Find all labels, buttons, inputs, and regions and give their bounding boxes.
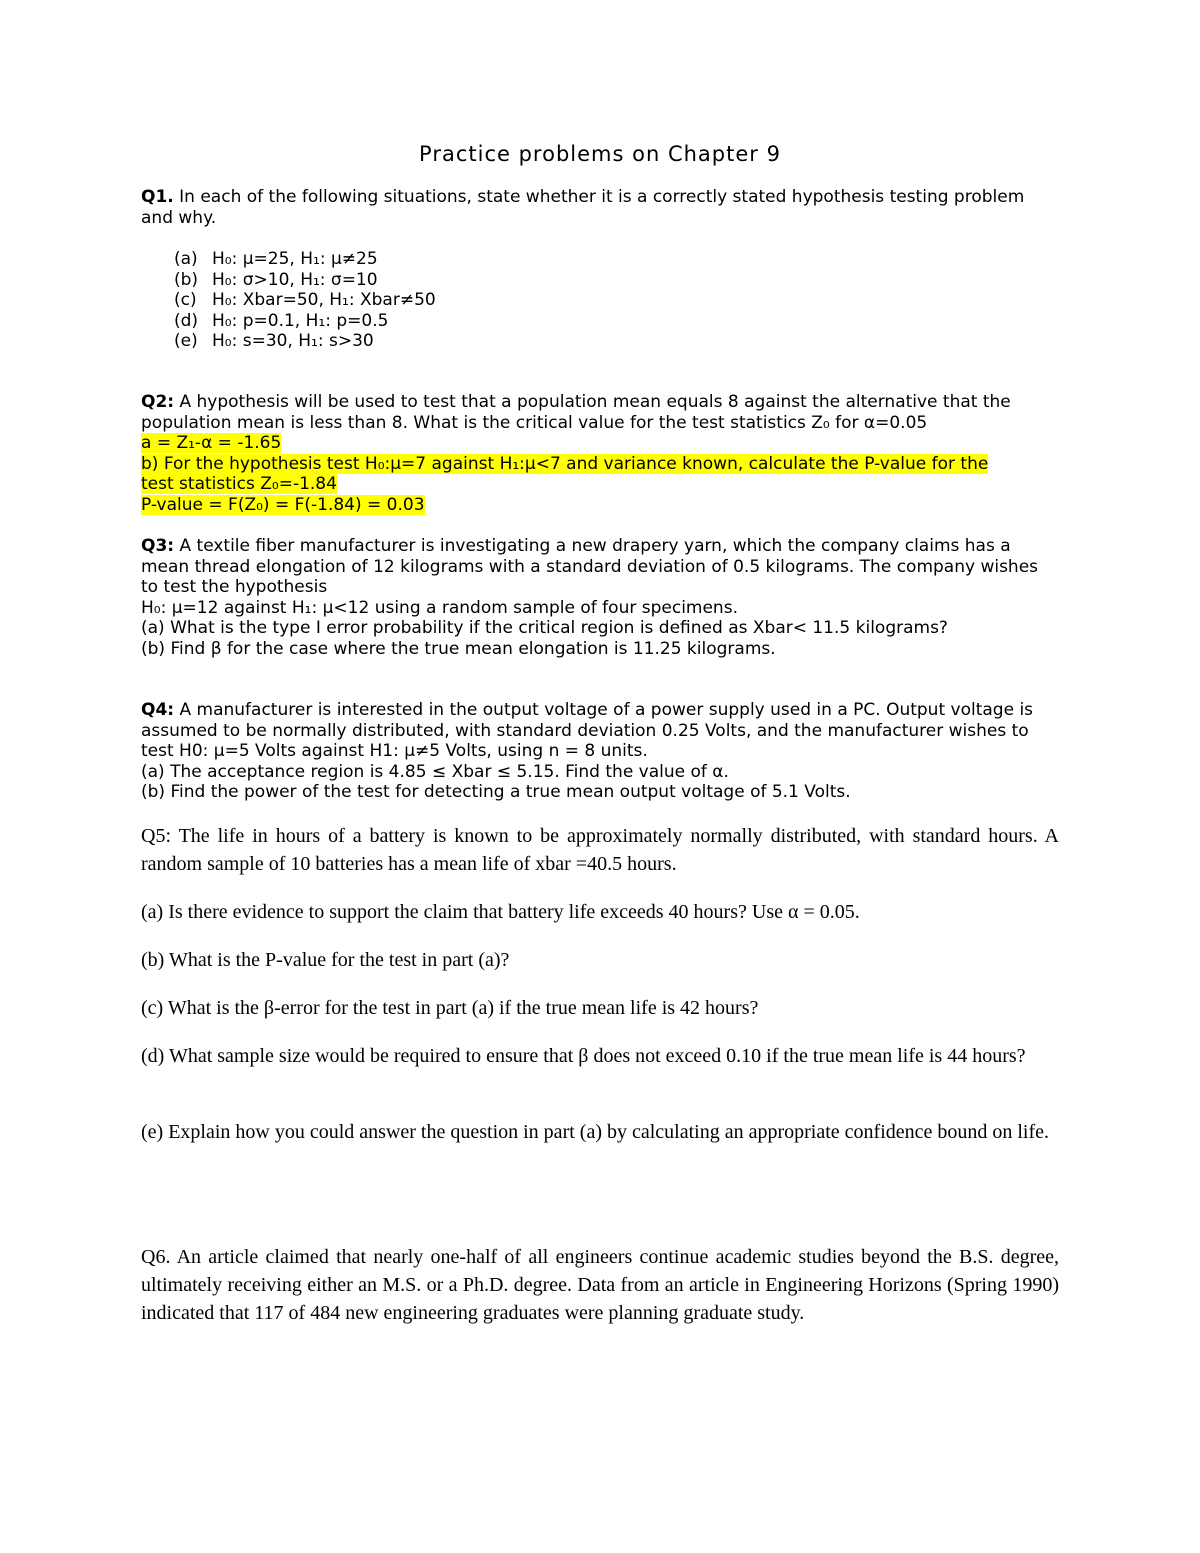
option-e: (e) H₀: s=30, H₁: s>30: [174, 331, 374, 351]
question-5-part-e: (e) Explain how you could answer the question in part (a) by calculating an appropriate confidence bound on life.: [141, 1121, 1050, 1143]
highlight-test-statistic: test statistics Z₀=-1.84: [141, 474, 337, 494]
question-5-part-a: (a) Is there evidence to support the claim that battery life exceeds 40 hours? Use α = 0.05.: [141, 901, 860, 923]
question-4-part-b: (b) Find the power of the test for detecting a true mean output voltage of 5.1 Volts.: [141, 782, 851, 802]
question-3-text: A textile fiber manufacturer is investigating a new drapery yarn, which the company claims has a mean thread elongation of 12 kilograms with a standard deviation of 0.5 kilograms. The company wishes to test the hypothesis: [141, 536, 1039, 597]
question-4-part-a: (a) The acceptance region is 4.85 ≤ Xbar ≤ 5.15. Find the value of α.: [141, 761, 729, 782]
question-4-label: Q4:: [141, 700, 175, 720]
highlight-answer-a: a = Z₁-α = -1.65: [141, 433, 282, 453]
question-3-hypothesis: H₀: μ=12 against H₁: μ<12 using a random sample of four specimens.: [141, 597, 738, 618]
option-c: (c) H₀: Xbar=50, H₁: Xbar≠50: [174, 290, 436, 310]
question-1-label: Q1.: [141, 187, 174, 207]
question-3: [141, 536, 1059, 659]
highlight-question-b: b) For the hypothesis test H₀:μ=7 against H₁:μ<7 and variance known, calculate the P-value for the: [141, 453, 989, 474]
question-3-part-a: (a) What is the type I error probability if the critical region is defined as Xbar< 11.5 kilograms?: [141, 618, 948, 638]
question-5-part-b: (b) What is the P-value for the test in part (a)?: [141, 949, 510, 971]
question-4-text: A manufacturer is interested in the output voltage of a power supply used in a PC. Output voltage is assumed to be normally distributed, with standard deviation 0.25 Volts, and the manufacturer wishes to test H0: μ=5 Volts against H1: μ≠5 Volts, using n = 8 units.: [141, 700, 1034, 761]
question-2: [141, 392, 1059, 515]
question-2-label: Q2:: [141, 392, 175, 412]
question-1: [141, 187, 1059, 228]
question-5-part-c: (c) What is the β-error for the test in part (a) if the true mean life is 42 hours?: [141, 997, 759, 1019]
page-title: Practice problems on Chapter 9: [419, 142, 781, 166]
question-5-part-d: (d) What sample size would be required to ensure that β does not exceed 0.10 if the true mean life is 44 hours?: [141, 1045, 1026, 1067]
option-b: (b) H₀: σ>10, H₁: σ=10: [174, 269, 378, 290]
question-1-options: [174, 249, 436, 352]
question-4: [141, 700, 1059, 803]
question-6: Q6. An article claimed that nearly one-half of all engineers continue academic studies beyond the B.S. degree, ultimately receiving either an M.S. or a Ph.D. degree. Data from an article in Engineering Horizons (Spring 1990) indicated that 117 of 484 new engineering graduates were planning graduate study.: [141, 1246, 1059, 1324]
question-2-text: A hypothesis will be used to test that a population mean equals 8 against the alternative that the population mean is less than 8. What is the critical value for the test statistics Z₀ for α=0.05: [141, 392, 1011, 433]
question-1-text: In each of the following situations, state whether it is a correctly stated hypothesis testing problem and why.: [141, 187, 1025, 228]
option-d: (d) H₀: p=0.1, H₁: p=0.5: [174, 310, 389, 331]
highlight-p-value: P-value = F(Z₀) = F(-1.84) = 0.03: [141, 494, 425, 515]
question-3-part-b: (b) Find β for the case where the true mean elongation is 11.25 kilograms.: [141, 638, 776, 659]
question-3-label: Q3:: [141, 536, 175, 556]
question-5-intro: Q5: The life in hours of a battery is known to be approximately normally distributed, with standard hours. A random sample of 10 batteries has a mean life of xbar =40.5 hours.: [141, 825, 1059, 875]
option-a: (a) H₀: μ=25, H₁: μ≠25: [174, 249, 378, 269]
